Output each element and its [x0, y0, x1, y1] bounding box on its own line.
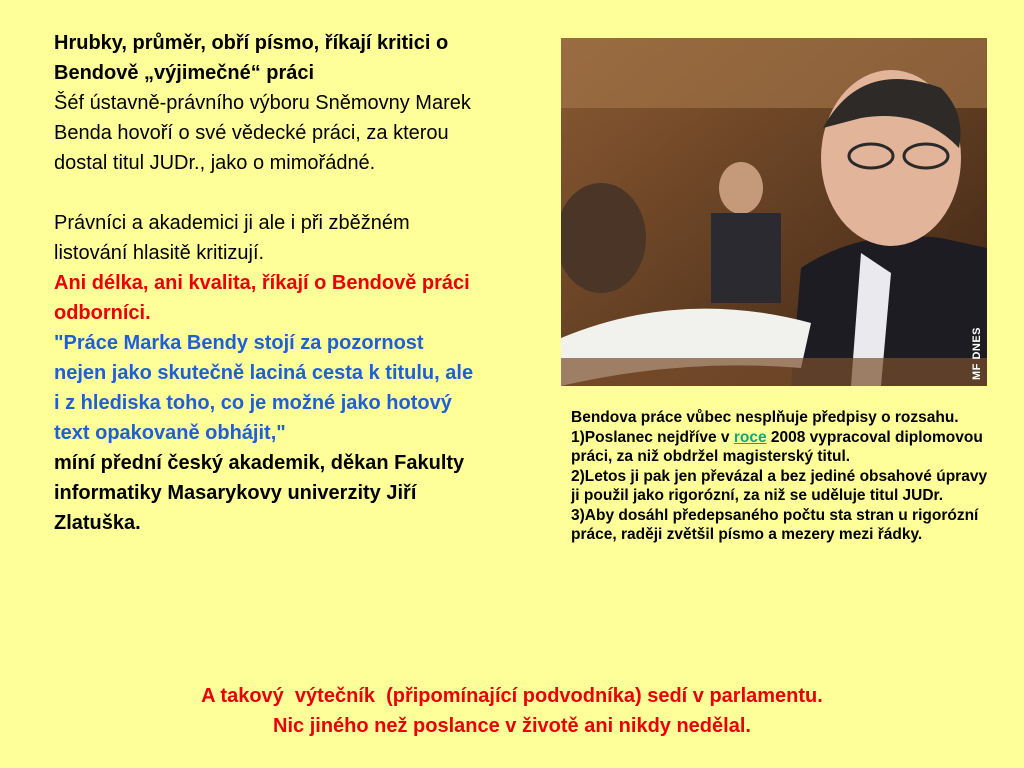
- summary-item-1-suffix: 2008 vypracoval diplomovou práci, za niž obdržel magisterský titul.: [571, 428, 983, 465]
- conclusion: [0, 681, 1024, 741]
- article-quote: "Práce Marka Bendy stojí za pozornost nejen jako skutečně laciná cesta k titulu, ale i z hlediska toho, co je možné jako hotový text opakovaně obhájit,": [54, 332, 474, 444]
- summary-item-1-prefix: 1)Poslanec nejdříve v: [571, 428, 734, 446]
- conclusion-line-1: A takový výtečník (připomínající podvodníka) sedí v parlamentu.: [201, 685, 823, 707]
- roce-link[interactable]: roce: [733, 428, 767, 446]
- article-intro: Šéf ústavně-právního výboru Sněmovny Marek Benda hovoří o své vědecké práci, za kterou dostal titul JUDr., jako o mimořádné.: [54, 92, 471, 174]
- article-paragraph-critics: Právníci a akademici ji ale i při zběžném listování hlasitě kritizují.: [54, 212, 410, 264]
- article-attribution: míní přední český akademik, děkan Fakulty informatiky Masarykovy univerzity Jiří Zlatuška.: [54, 452, 465, 534]
- summary-item-1: [571, 428, 991, 467]
- article-left-column: [54, 28, 474, 538]
- summary-item-3: 3)Aby dosáhl předepsaného počtu sta stran u rigorózní práce, raději zvětšil písmo a mezery mezi řádky.: [571, 506, 979, 543]
- background-person-head: [719, 162, 763, 214]
- summary-right-column: [571, 408, 991, 545]
- summary-intro: Bendova práce vůbec nesplňuje předpisy o rozsahu.: [571, 409, 959, 426]
- background-person-body: [711, 213, 781, 303]
- marek-benda-photo: [561, 38, 987, 386]
- article-highlight-red: Ani délka, ani kvalita, říkají o Bendově práci odborníci.: [54, 272, 470, 324]
- summary-item-2: 2)Letos ji pak jen převázal a bez jediné obsahové úpravy ji použil jako rigorózní, za niž se uděluje titul JUDr.: [571, 467, 988, 504]
- photo-watermark: MF DNES: [971, 327, 983, 380]
- conclusion-line-2: Nic jiného než poslance v životě ani nikdy nedělal.: [273, 715, 751, 737]
- desk: [561, 358, 987, 386]
- photo-illustration: [561, 38, 987, 386]
- paragraph-gap: [54, 178, 474, 208]
- article-headline: Hrubky, průměr, obří písmo, říkají kritici o Bendově „výjimečné“ práci: [54, 32, 449, 84]
